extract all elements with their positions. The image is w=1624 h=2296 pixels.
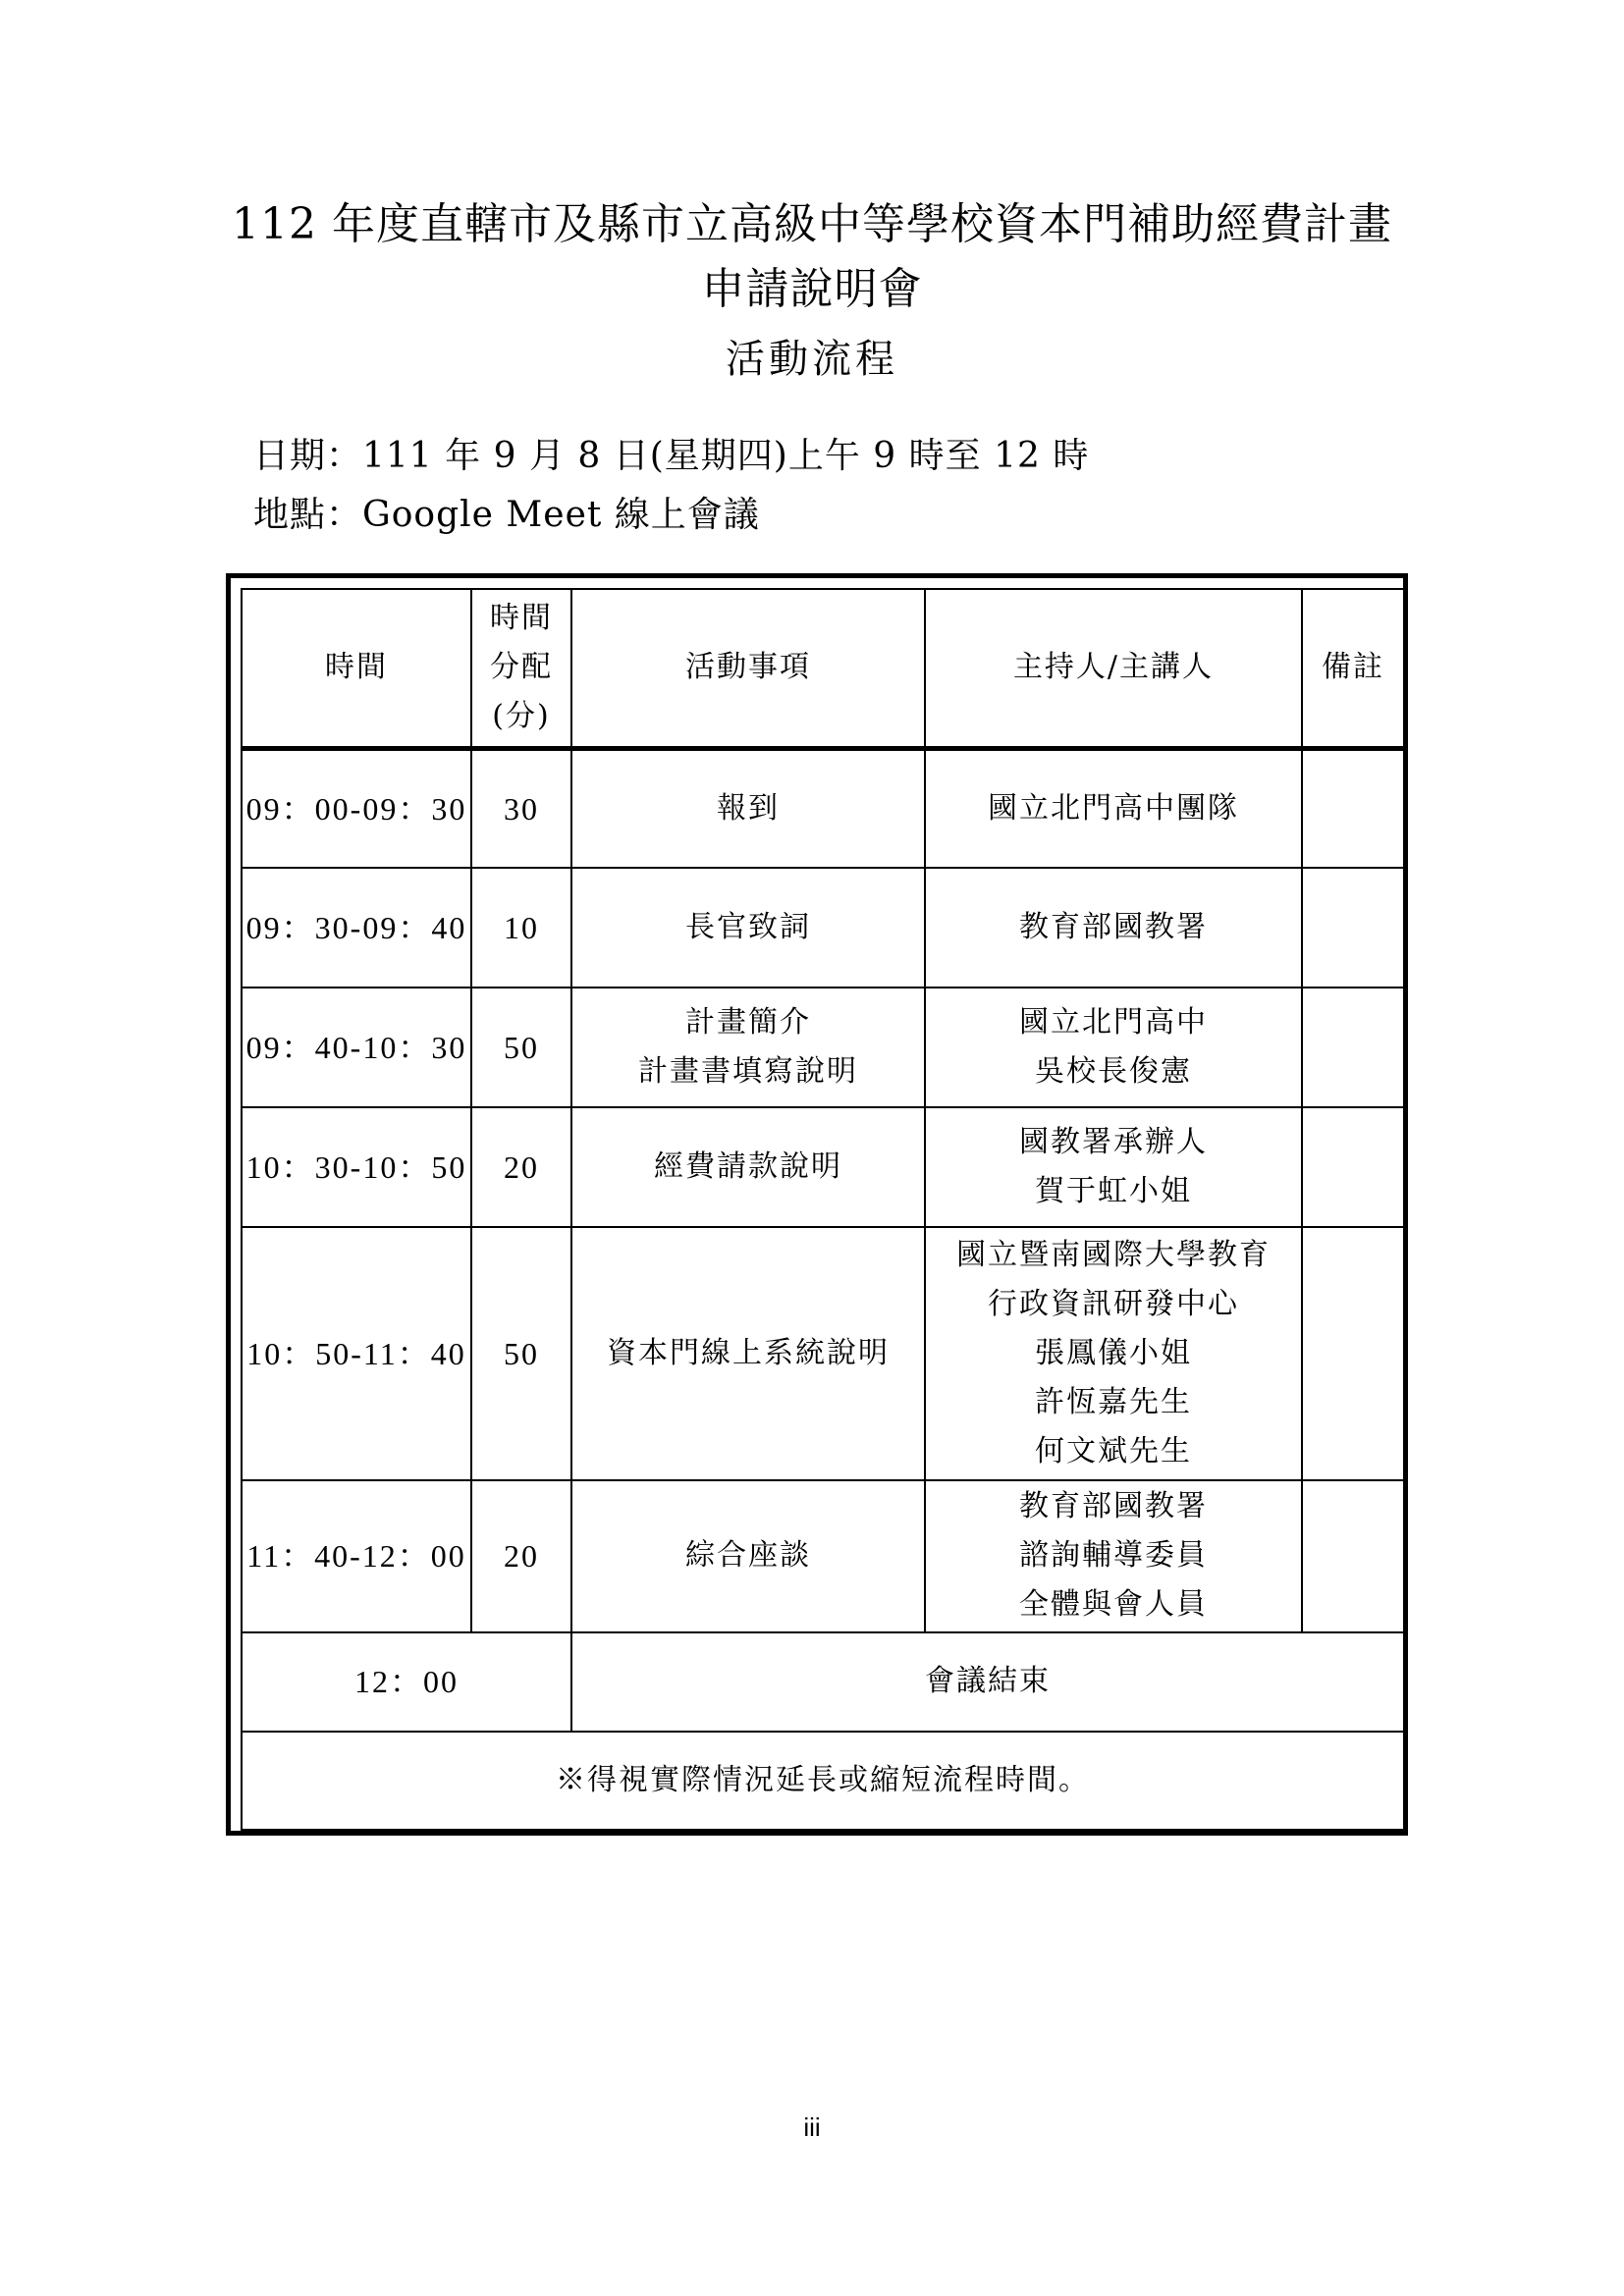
table-row (242, 868, 1404, 988)
table-row (242, 1107, 1404, 1227)
row-host-line: 國立暨南國際大學教育 (956, 1238, 1271, 1273)
row-duration: 20 (471, 1107, 571, 1227)
row-activity-line: 資本門線上系統說明 (607, 1336, 890, 1371)
row-time: 11：40-12：00 (242, 1480, 471, 1632)
row-host (925, 988, 1302, 1107)
row-host (925, 1227, 1302, 1480)
header-host: 主持人/主講人 (925, 589, 1302, 748)
table-row (242, 1480, 1404, 1632)
table-header-row (242, 589, 1404, 748)
page-number: iii (803, 2112, 821, 2142)
document-title (0, 192, 1624, 322)
row-activity-line: 經費請款說明 (654, 1148, 842, 1184)
row-activity (571, 1480, 925, 1632)
document-subtitle: 活動流程 (726, 337, 898, 382)
row-note (1302, 1107, 1404, 1227)
row-activity-line: 長官致詞 (685, 909, 811, 944)
row-host-line: 賀于虹小姐 (1035, 1173, 1192, 1208)
row-duration: 50 (471, 1227, 571, 1480)
row-host-line: 教育部國教署 (1019, 1489, 1208, 1524)
row-time: 09：30-09：40 (242, 868, 471, 988)
row-host (925, 748, 1302, 868)
row-host-line: 張鳳儀小姐 (1035, 1336, 1192, 1371)
event-place: 地點：Google Meet 線上會議 (253, 495, 760, 535)
row-duration: 10 (471, 868, 571, 988)
row-activity-line: 計畫簡介 (685, 1004, 811, 1040)
header-time: 時間 (242, 589, 471, 748)
title-line-1: 112 年度直轄市及縣市立高級中等學校資本門補助經費計畫 (232, 199, 1392, 249)
table-row (242, 1227, 1404, 1480)
footnote-row (242, 1732, 1404, 1830)
row-activity-line: 綜合座談 (685, 1538, 811, 1574)
row-activity (571, 988, 925, 1107)
end-time: 12：00 (242, 1632, 571, 1733)
end-label: 會議結束 (571, 1632, 1404, 1733)
row-duration: 50 (471, 988, 571, 1107)
row-host (925, 1480, 1302, 1632)
row-note (1302, 868, 1404, 988)
row-note (1302, 1480, 1404, 1632)
row-activity (571, 868, 925, 988)
header-note: 備註 (1302, 589, 1404, 748)
schedule-table-frame (226, 573, 1408, 1836)
header-duration (471, 589, 571, 748)
row-host-line: 何文斌先生 (1035, 1434, 1192, 1469)
row-host-line: 行政資訊研發中心 (988, 1287, 1239, 1322)
row-note (1302, 988, 1404, 1107)
row-host-line: 許恆嘉先生 (1035, 1385, 1192, 1420)
title-line-2: 申請說明會 (701, 264, 923, 314)
row-host-line: 教育部國教署 (1019, 909, 1208, 944)
row-time: 09：00-09：30 (242, 748, 471, 868)
row-time: 09：40-10：30 (242, 988, 471, 1107)
row-host (925, 1107, 1302, 1227)
row-host (925, 868, 1302, 988)
row-note (1302, 1227, 1404, 1480)
row-host-line: 國教署承辦人 (1019, 1124, 1208, 1159)
event-date: 日期：111 年 9 月 8 日(星期四)上午 9 時至 12 時 (253, 436, 1090, 476)
table-row (242, 988, 1404, 1107)
end-row (242, 1632, 1404, 1733)
row-host-line: 國立北門高中 (1019, 1004, 1208, 1040)
header-duration-line: 時間 (490, 601, 553, 636)
schedule-table (241, 588, 1405, 1831)
row-activity (571, 1107, 925, 1227)
row-duration: 20 (471, 1480, 571, 1632)
row-host-line: 國立北門高中團隊 (988, 790, 1239, 826)
row-host-line: 諮詢輔導委員 (1019, 1538, 1208, 1574)
row-note (1302, 748, 1404, 868)
row-time: 10：50-11：40 (242, 1227, 471, 1480)
header-duration-line: 分配 (490, 650, 553, 685)
row-activity-line: 報到 (717, 790, 780, 826)
header-activity: 活動事項 (571, 589, 925, 748)
row-time: 10：30-10：50 (242, 1107, 471, 1227)
row-host-line: 吳校長俊憲 (1035, 1053, 1192, 1089)
row-activity (571, 748, 925, 868)
header-duration-line: (分) (492, 699, 551, 734)
row-activity-line: 計畫書填寫說明 (638, 1053, 858, 1089)
footnote: ※得視實際情況延長或縮短流程時間。 (242, 1732, 1404, 1830)
table-row (242, 748, 1404, 868)
row-host-line: 全體與會人員 (1019, 1587, 1208, 1623)
row-activity (571, 1227, 925, 1480)
row-duration: 30 (471, 748, 571, 868)
